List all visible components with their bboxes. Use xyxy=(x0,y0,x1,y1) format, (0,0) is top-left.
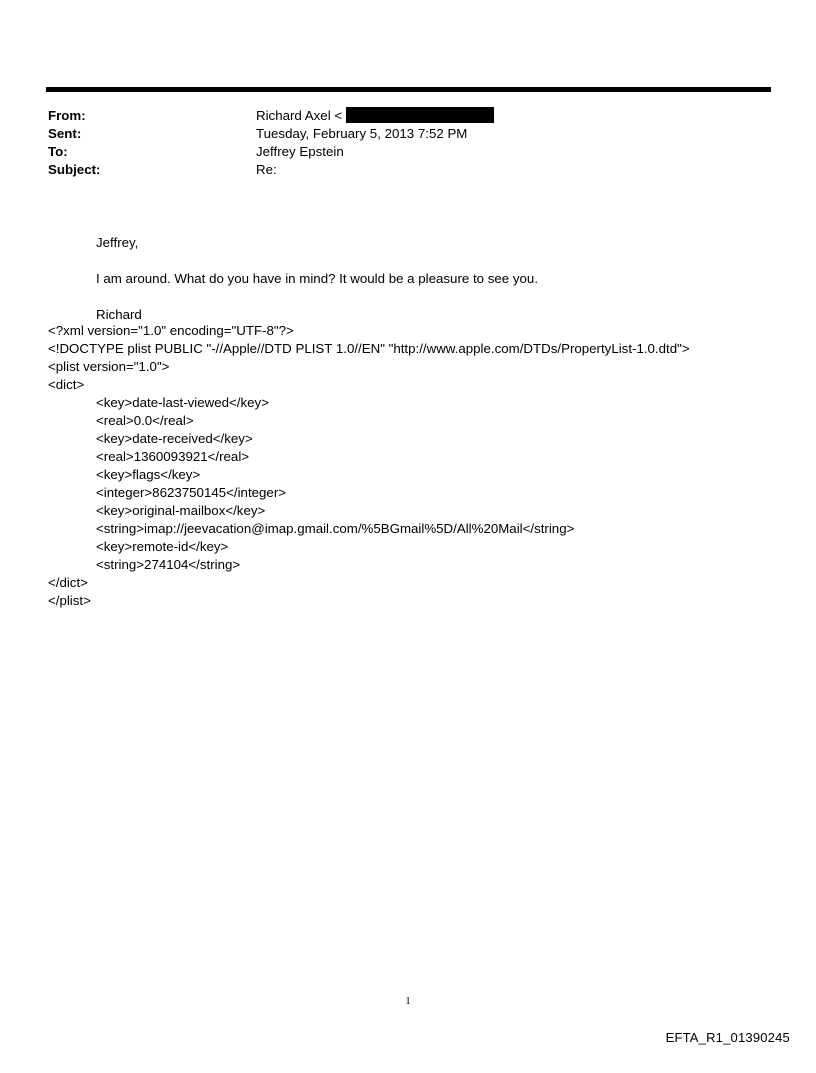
to-row xyxy=(48,143,768,161)
bates-number: EFTA_R1_01390245 xyxy=(665,1030,790,1045)
to-value: Jeffrey Epstein xyxy=(256,144,344,159)
sent-value: Tuesday, February 5, 2013 7:52 PM xyxy=(256,126,468,141)
plist-metadata xyxy=(48,322,788,610)
from-name: Richard Axel < xyxy=(256,108,343,123)
xml-key-remote-id: <key>remote-id</key> xyxy=(96,539,229,554)
xml-declaration: <?xml version="1.0" encoding="UTF-8"?> xyxy=(48,323,294,338)
xml-key-flags: <key>flags</key> xyxy=(96,467,201,482)
xml-string-original-mailbox: <string>imap://jeevacation@imap.gmail.com/%5BGmail%5D/All%20Mail</string> xyxy=(96,521,575,536)
to-label: To: xyxy=(48,144,68,159)
subject-value: Re: xyxy=(256,162,277,177)
from-label: From: xyxy=(48,108,86,123)
sent-label: Sent: xyxy=(48,126,82,141)
xml-key-date-received: <key>date-received</key> xyxy=(96,431,253,446)
xml-key-original-mailbox: <key>original-mailbox</key> xyxy=(96,503,266,518)
email-header xyxy=(48,107,768,179)
xml-plist-close: </plist> xyxy=(48,593,91,608)
redaction-block xyxy=(346,107,494,123)
xml-dict-open: <dict> xyxy=(48,377,85,392)
xml-real-date-last-viewed: <real>0.0</real> xyxy=(96,413,194,428)
xml-string-remote-id: <string>274104</string> xyxy=(96,557,241,572)
xml-plist-open: <plist version="1.0"> xyxy=(48,359,170,374)
message-greeting: Jeffrey, xyxy=(96,235,139,250)
xml-real-date-received: <real>1360093921</real> xyxy=(96,449,250,464)
xml-dict-close: </dict> xyxy=(48,575,88,590)
xml-doctype: <!DOCTYPE plist PUBLIC "-//Apple//DTD PLIST 1.0//EN" "http://www.apple.com/DTDs/PropertyList-1.0.dtd"> xyxy=(48,341,690,356)
header-rule xyxy=(46,87,771,92)
xml-integer-flags: <integer>8623750145</integer> xyxy=(96,485,287,500)
sent-row xyxy=(48,125,768,143)
message-body: I am around. What do you have in mind? It would be a pleasure to see you. xyxy=(96,271,539,286)
message-signature: Richard xyxy=(96,307,142,322)
xml-key-date-last-viewed: <key>date-last-viewed</key> xyxy=(96,395,269,410)
from-row xyxy=(48,107,768,125)
from-value xyxy=(256,107,494,125)
subject-label: Subject: xyxy=(48,162,101,177)
subject-row xyxy=(48,161,768,179)
page-number: 1 xyxy=(405,995,411,1007)
